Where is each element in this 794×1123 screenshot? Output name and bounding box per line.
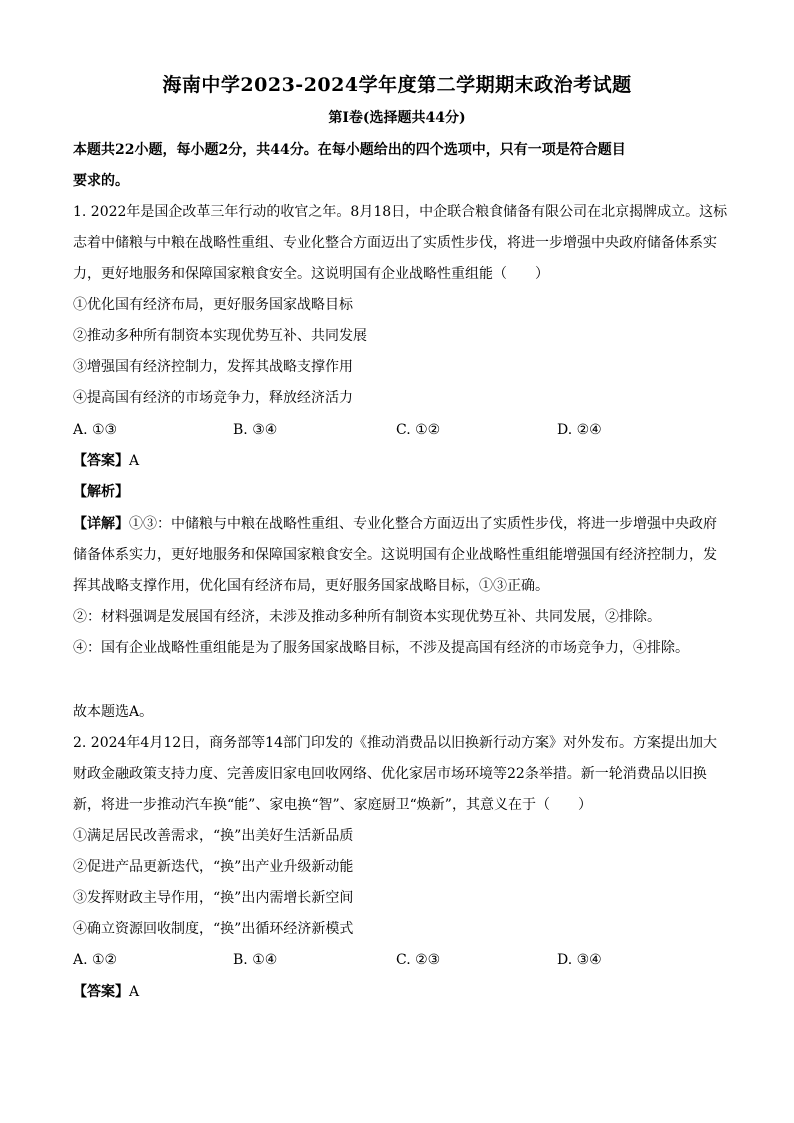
q1-detail-line-4: ②：材料强调是发展国有经济，未涉及推动多种所有制资本实现优势互补、共同发展，②排除。 (73, 609, 661, 625)
q1-stem-line-3: 力，更好地服务和保障国家粮食安全。这说明国有企业战略性重组能（ ） (73, 266, 549, 282)
q2-item-4: ④确立资源回收制度，“换”出循环经济新模式 (73, 921, 354, 937)
q1-detail-text-1: ①③：中储粮与中粮在战略性重组、专业化整合方面迈出了实质性步伐，将进一步增强中央政府 (129, 516, 717, 532)
q1-item-3: ③增强国有经济控制力，发挥其战略支撑作用 (73, 359, 353, 375)
q1-stem-line-2: 志着中储粮与中粮在战略性重组、专业化整合方面迈出了实质性步伐，将进一步增强中央政府储备体系实 (73, 235, 717, 251)
q1-option-c: C. ①② (396, 422, 441, 438)
q1-detail-line-1 (73, 514, 733, 534)
q1-answer-tag: 【答案】 (73, 453, 129, 469)
q2-answer (73, 982, 733, 1002)
q1-item-1: ①优化国有经济布局，更好服务国家战略目标 (73, 297, 353, 313)
q2-answer-tag: 【答案】 (73, 984, 129, 1000)
q1-option-b: B. ③④ (233, 422, 278, 438)
q1-analysis-label: 【解析】 (73, 484, 129, 500)
q1-option-a: A. ①③ (73, 422, 118, 438)
q2-option-a: A. ①② (73, 952, 118, 968)
q2-stem-line-3: 新，将进一步推动汽车换“能”、家电换“智”、家庭厨卫“焕新”，其意义在于（ ） (73, 797, 592, 813)
q1-detail-line-5: ④：国有企业战略性重组能是为了服务国家战略目标，不涉及提高国有经济的市场竞争力，④排除。 (73, 640, 689, 656)
q1-analysis-tag (73, 482, 733, 502)
q2-answer-value: A (129, 984, 140, 1000)
q1-detail-line-3: 挥其战略支撑作用，优化国有经济布局，更好服务国家战略目标，①③正确。 (73, 578, 549, 594)
section-title: 第Ⅰ卷(选择题共44分) (328, 110, 466, 126)
q2-option-c: C. ②③ (396, 952, 441, 968)
q1-option-d: D. ②④ (557, 422, 602, 438)
q1-item-4: ④提高国有经济的市场竞争力，释放经济活力 (73, 390, 353, 406)
q1-answer (73, 451, 733, 471)
q1-stem-line-1: 1. 2022年是国企改革三年行动的收官之年。8月18日，中企联合粮食储备有限公司在北京揭牌成立。这标 (73, 204, 728, 220)
q2-item-1: ①满足居民改善需求，“换”出美好生活新品质 (73, 828, 354, 844)
q1-conclusion: 故本题选A。 (73, 704, 154, 720)
q1-detail-tag: 【详解】 (73, 516, 129, 532)
exam-title: 海南中学2023-2024学年度第二学期期末政治考试题 (162, 74, 632, 96)
q2-item-2: ②促进产品更新迭代，“换”出产业升级新动能 (73, 859, 354, 875)
q2-item-3: ③发挥财政主导作用，“换”出内需增长新空间 (73, 890, 354, 906)
q2-option-b: B. ①④ (233, 952, 278, 968)
q1-detail-line-2: 储备体系实力，更好地服务和保障国家粮食安全。这说明国有企业战略性重组能增强国有经济控制力，发 (73, 547, 717, 563)
instructions-line-2: 要求的。 (73, 173, 129, 189)
instructions-line-1: 本题共22小题，每小题2分，共44分。在每小题给出的四个选项中，只有一项是符合题目 (73, 142, 626, 158)
q1-answer-value: A (129, 453, 140, 469)
q2-option-d: D. ③④ (557, 952, 602, 968)
q2-stem-line-1: 2. 2024年4月12日，商务部等14部门印发的《推动消费品以旧换新行动方案》对外发布。方案提出加大 (73, 735, 717, 751)
q2-stem-line-2: 财政金融政策支持力度、完善废旧家电回收网络、优化家居市场环境等22条举措。新一轮消费品以旧换 (73, 766, 707, 782)
q1-item-2: ②推动多种所有制资本实现优势互补、共同发展 (73, 328, 367, 344)
